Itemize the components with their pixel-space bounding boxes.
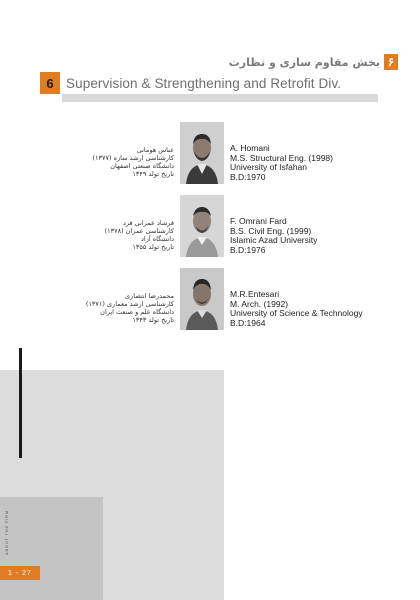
staff-info-fa: عباس هومانی کارشناسی ارشد سازه (۱۳۷۷) دانشگاه صنعتی اصفهان تاریخ تولد ۱۳۴۹: [92, 146, 174, 178]
staff-info-fa: فرشاد عمرانی فرد کارشناسی عمران (۱۳۷۸) دانشگاه آزاد تاریخ تولد ۱۳۵۵: [104, 219, 174, 251]
staff-photo: [180, 268, 224, 330]
header-underline-bar: [62, 94, 378, 102]
section-title-en: Supervision & Strengthening and Retrofit Div.: [66, 75, 342, 91]
section-number-badge: 6: [40, 72, 60, 94]
staff-photo: [180, 195, 224, 257]
section-number-badge-fa: ۶: [384, 54, 398, 70]
staff-info-en: M.R.Entesari M. Arch. (1992) University of Science & Technology B.D:1964: [230, 289, 363, 328]
staff-entry: [0, 268, 420, 332]
persian-section-header: [229, 54, 398, 70]
staff-entry: [0, 122, 420, 186]
section-title-fa: بخش مقاوم سازی و نظارت: [228, 55, 380, 69]
page-number: 1 - 27: [0, 566, 40, 580]
staff-entry: [0, 195, 420, 259]
staff-info-en: A. Homani M.S. Structural Eng. (1998) University of Isfahan B.D:1970: [230, 143, 333, 182]
side-caption: ABOUT THE FIRM: [4, 510, 9, 555]
staff-photo: [180, 122, 224, 184]
staff-info-en: F. Omrani Fard B.S. Civil Eng. (1999) Islamic Azad University B.D:1976: [230, 216, 318, 255]
english-section-header: [40, 72, 341, 94]
staff-info-fa: محمدرضا انتصاری کارشناسی ارشد معماری (۱۳۷۱) دانشگاه علم و صنعت ایران تاریخ تولد ۱۳۴۳: [85, 292, 174, 324]
vertical-rule: [19, 348, 22, 458]
background-panel-dark: [0, 497, 103, 600]
